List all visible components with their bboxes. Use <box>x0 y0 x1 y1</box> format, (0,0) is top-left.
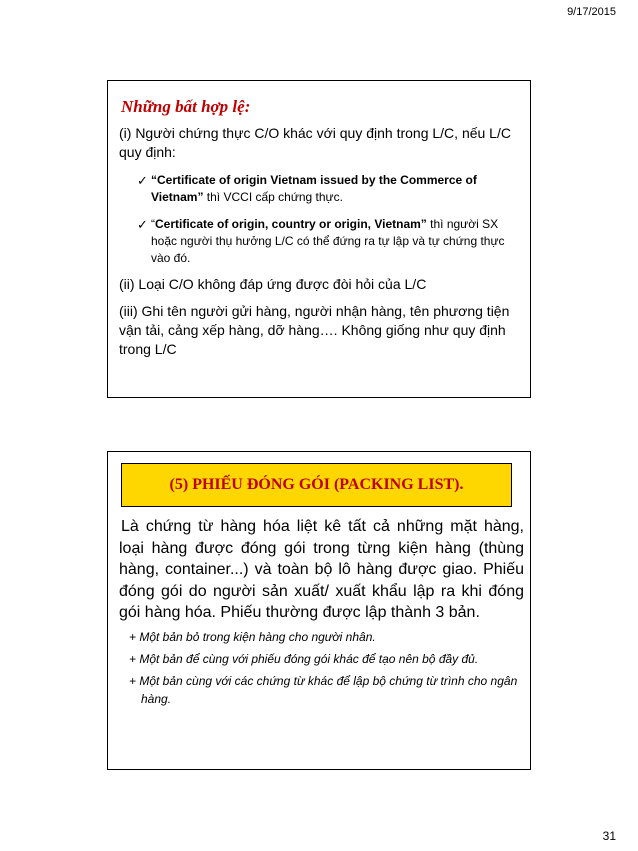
slide-invalid-items <box>107 80 531 398</box>
sub-item-3: + Một bản cùng với các chứng từ khác để lập bộ chứng từ trình cho ngân hàng. <box>129 673 518 706</box>
bullet-2-bold: Certificate of origin, country or origin, Vietnam” <box>155 217 427 231</box>
slide-title: Những bất hợp lệ: <box>121 97 251 116</box>
bullet-1 <box>119 172 520 206</box>
packing-list-paragraph: Là chứng từ hàng hóa liệt kê tất cả những mặt hàng, loại hàng được đóng gói trong từng kiện hàng (thùng hàng, container...) và toàn bộ lô hàng được giao. Phiếu đóng gói do người sản xuất/ xuất khẩu lập ra khi đóng gói hàng hóa. Phiếu thường được lập thành 3 bản. <box>119 518 524 621</box>
bullet-2-lead: “ <box>151 217 155 231</box>
slide-packing-list <box>107 451 531 770</box>
bullet-1-bold: “Certificate of origin Vietnam issued by the Commerce of Vietnam” <box>151 173 477 204</box>
sub-item-1: + Một bản bỏ trong kiện hàng cho người nhân. <box>129 629 376 644</box>
slide-title-box <box>121 463 512 507</box>
check-icon: ✓ <box>137 173 148 188</box>
page-number: 31 <box>602 829 616 843</box>
sub-item-2: + Một bản để cùng với phiếu đóng gói khác để tạo nên bộ đầy đủ. <box>129 651 479 666</box>
slide-title: (5) PHIẾU ĐÓNG GÓI (PACKING LIST). <box>169 476 464 493</box>
check-icon: ✓ <box>137 217 148 232</box>
item-1: (i) Người chứng thực C/O khác với quy định trong L/C, nếu L/C quy định: <box>119 125 511 160</box>
slide-date: 9/17/2015 <box>567 6 616 18</box>
item-2: (ii) Loại C/O không đáp ứng được đòi hỏi của L/C <box>119 276 427 292</box>
item-3: (iii) Ghi tên người gửi hàng, người nhận hàng, tên phương tiện vận tải, cảng xếp hàng, dỡ hàng…. Không giống như quy định trong L/C <box>119 303 510 357</box>
bullet-2-text: thì người SX hoặc người thụ hưởng L/C có thể đứng ra tự lập và tự chứng thực vào đó. <box>151 217 505 265</box>
bullet-2 <box>119 216 520 267</box>
bullet-1-text: thì VCCI cấp chứng thực. <box>203 190 343 204</box>
